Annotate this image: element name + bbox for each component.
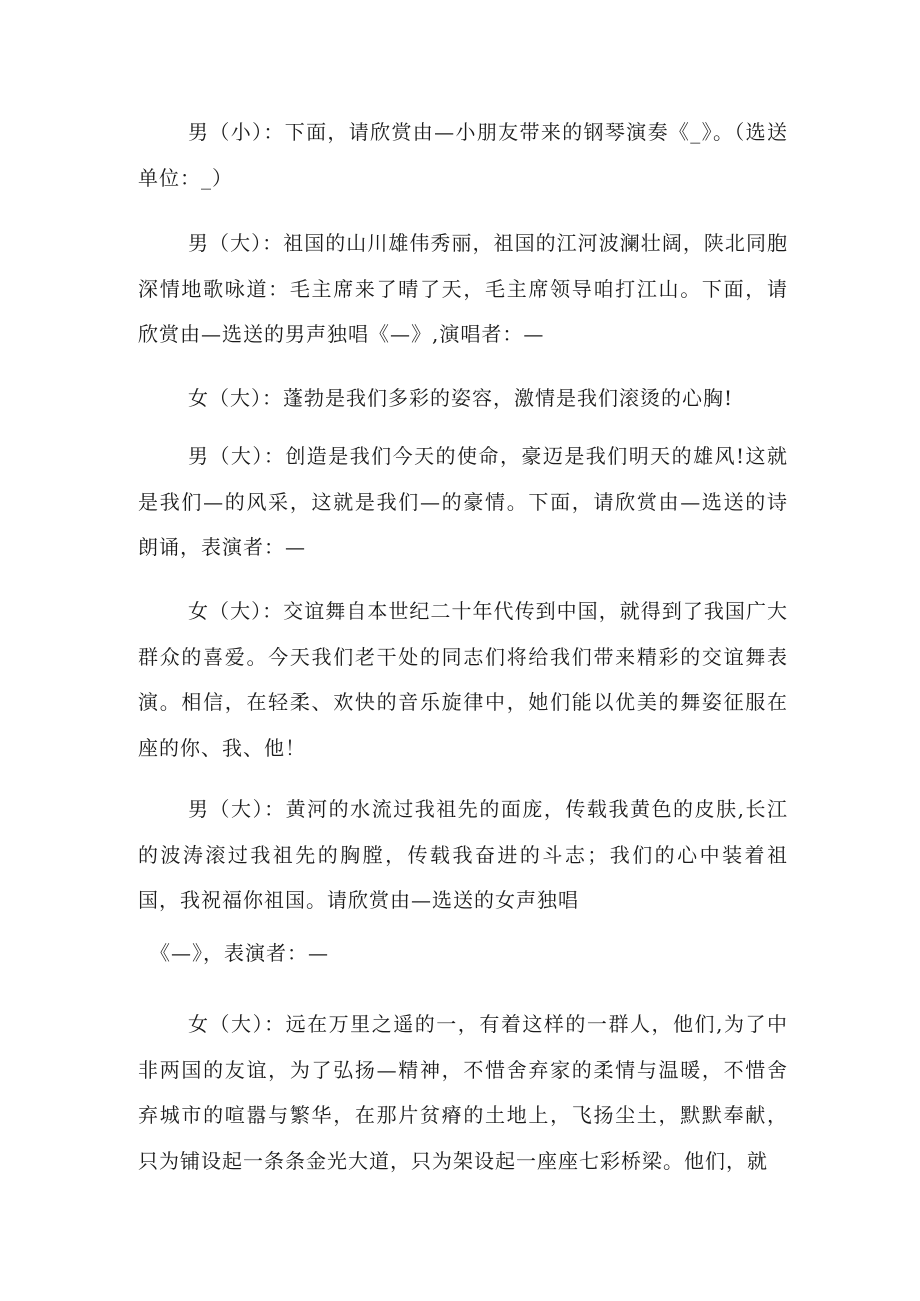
paragraph-1: 男（小）：下面，请欣赏由—小朋友带来的钢琴演奏《_》。（选送单位：_） bbox=[138, 120, 788, 190]
paragraph-6: 男（大）：黄河的水流过我祖先的面庞，传载我黄色的皮肤,长江的波涛滚过我祖先的胸膛，传载我奋进的斗志；我们的心中装着祖国，我祝福你祖国。请欣赏由—选送的女声独唱 bbox=[138, 797, 788, 912]
paragraph-6-continuation: 《—》，表演者：— bbox=[150, 941, 329, 965]
paragraph-7: 女（大）：远在万里之遥的一，有着这样的一群人，他们,为了中非两国的友谊，为了弘扬—精神，不惜舍弃家的柔情与温暖，不惜舍弃城市的喧嚣与繁华，在那片贫瘠的土地上，飞扬尘土，默默奉献，只为铺设起一条条金光大道，只为架设起一座座七彩桥梁。他们，就 bbox=[138, 1012, 788, 1173]
paragraph-2: 男（大）：祖国的山川雄伟秀丽，祖国的江河波澜壮阔，陕北同胞深情地歌咏道：毛主席来了晴了天，毛主席领导咱打江山。下面，请欣赏由—选送的男声独唱《—》,演唱者：— bbox=[138, 231, 788, 346]
paragraph-5: 女（大）：交谊舞自本世纪二十年代传到中国，就得到了我国广大群众的喜爱。今天我们老干处的同志们将给我们带来精彩的交谊舞表演。相信，在轻柔、欢快的音乐旋律中，她们能以优美的舞姿征服在座的你、我、他！ bbox=[138, 599, 788, 760]
paragraph-3: 女（大）：蓬勃是我们多彩的姿容，激情是我们滚烫的心胸! bbox=[188, 386, 734, 410]
paragraph-4: 男（大）：创造是我们今天的使命，豪迈是我们明天的雄风!这就是我们—的风采，这就是我们—的豪情。下面，请欣赏由—选送的诗朗诵，表演者：— bbox=[138, 444, 788, 559]
